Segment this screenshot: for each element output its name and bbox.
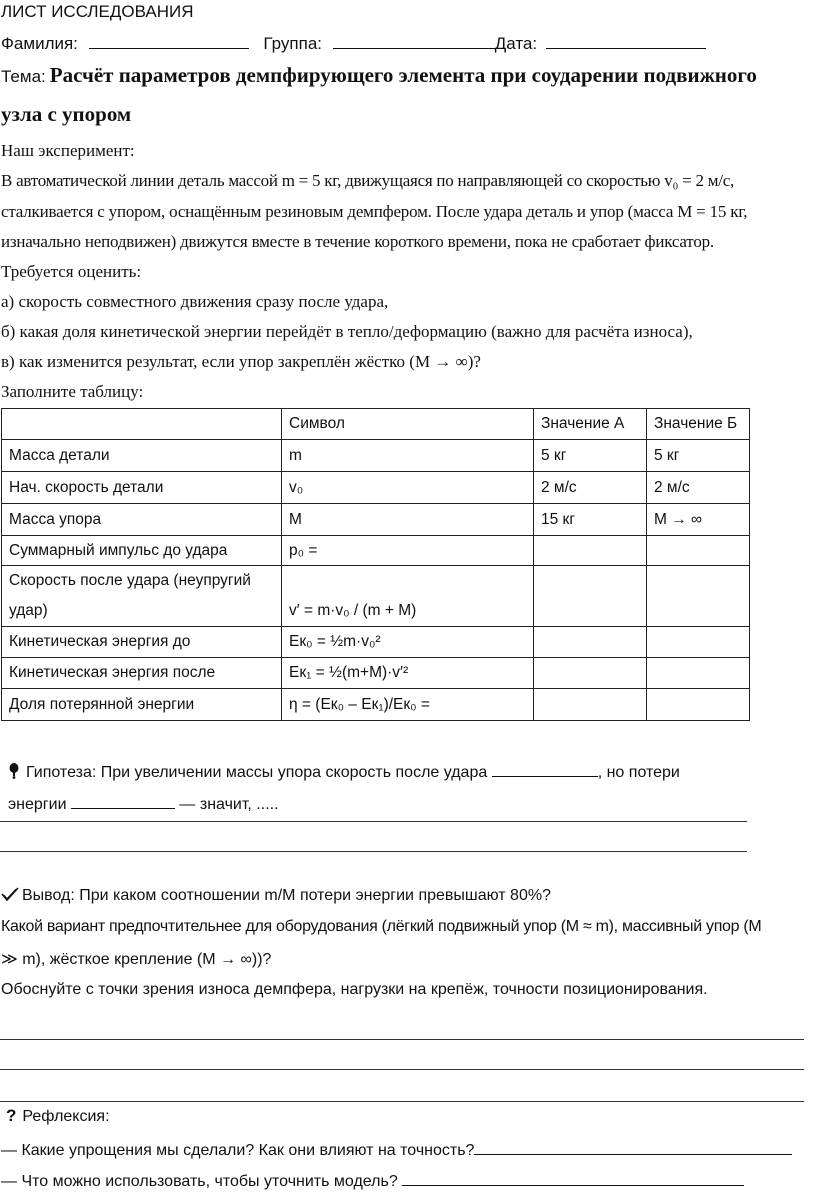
row-value-b[interactable]: [647, 627, 750, 658]
experiment-p3: изначально неподвижен) движутся вместе в течение короткого времени, пока не сработает фиксатор.: [1, 232, 714, 251]
row-value-a[interactable]: 2 м/с: [534, 472, 647, 504]
table-row: [2, 504, 750, 536]
table-row: [2, 658, 750, 689]
reflection-q2-text: — Что можно использовать, чтобы уточнить модель?: [1, 1173, 398, 1190]
conclusion-text-2: Какой вариант предпочтительнее для оборудования (лёгкий подвижный упор (M ≈ m), массивный упор (M: [1, 918, 762, 935]
row-value-a[interactable]: 15 кг: [534, 504, 647, 536]
answer-line[interactable]: [0, 1039, 804, 1040]
group-field[interactable]: [333, 32, 495, 49]
conclusion-text-3: ≫ m), жёсткое крепление (M → ∞))?: [1, 951, 272, 968]
experiment-p2: сталкивается с упором, оснащённым резиновым демпфером. После удара деталь и упор (масса M = 15 кг,: [1, 202, 748, 221]
row-name-line-1: Скорость после удара (неупругий: [9, 572, 251, 589]
date-field[interactable]: [546, 32, 706, 49]
answer-line[interactable]: [0, 1069, 804, 1070]
table-header-cell: [2, 409, 282, 440]
row-name: Масса упора: [2, 504, 282, 536]
check-icon: [1, 886, 19, 902]
table-row: [2, 472, 750, 504]
topic-label: Тема:: [1, 67, 46, 86]
page-title: ЛИСТ ИССЛЕДОВАНИЯ: [1, 2, 194, 21]
table-row: [2, 440, 750, 472]
hypothesis-text-2: , но потери: [597, 764, 680, 781]
fill-table-instruction: Заполните таблицу:: [1, 382, 144, 401]
row-name: Кинетическая энергия до: [2, 627, 282, 658]
surname-label: Фамилия:: [1, 34, 78, 53]
surname-field[interactable]: [89, 32, 249, 49]
row-symbol: m: [282, 440, 534, 472]
hypothesis-text-3: энергии: [8, 796, 67, 813]
row-symbol: v′ = m·v₀ / (m + M): [282, 566, 534, 627]
row-name: [2, 566, 282, 627]
table-row: [2, 536, 750, 566]
answer-line[interactable]: [0, 851, 747, 852]
answer-line[interactable]: [0, 821, 747, 822]
topic-text-2: узла с упором: [1, 102, 132, 126]
conclusion-line-1: [1, 886, 551, 905]
row-value-b[interactable]: [647, 566, 750, 627]
row-symbol: v₀: [282, 472, 534, 504]
conclusion-text-1: Вывод: При каком соотношении m/M потери энергии превышают 80%?: [22, 887, 551, 904]
experiment-p1: В автоматической линии деталь массой m = 5 кг, движущаяся по направляющей со скоростью v₀ = 2 м/с,: [1, 171, 735, 190]
table-row: [2, 627, 750, 658]
row-value-a[interactable]: [534, 566, 647, 627]
data-table: [1, 408, 750, 721]
row-value-a[interactable]: 5 кг: [534, 440, 647, 472]
row-value-a[interactable]: [534, 627, 647, 658]
table-header-cell: Символ: [282, 409, 534, 440]
group-label: Группа:: [263, 34, 322, 53]
row-value-b[interactable]: 5 кг: [647, 440, 750, 472]
row-name: Суммарный импульс до удара: [2, 536, 282, 566]
table-header-cell: Значение Б: [647, 409, 750, 440]
row-name-line-2: удар): [9, 602, 48, 619]
reflection-q2-blank[interactable]: [402, 1169, 744, 1186]
row-symbol: η = (Eк₀ – Eк₁)/Eк₀ =: [282, 689, 534, 721]
header-fields: [1, 32, 706, 54]
reflection-heading: Рефлексия:: [22, 1108, 110, 1125]
row-value-b[interactable]: 2 м/с: [647, 472, 750, 504]
topic-text-1: Расчёт параметров демпфирующего элемента при соударении подвижного: [49, 63, 757, 87]
row-value-b[interactable]: [647, 658, 750, 689]
table-row: [2, 566, 750, 627]
reflection-q1-blank[interactable]: [474, 1138, 792, 1155]
row-value-a[interactable]: [534, 658, 647, 689]
task-a: а) скорость совместного движения сразу после удара,: [1, 292, 389, 311]
requirement-heading: Требуется оценить:: [1, 262, 142, 281]
hypothesis-line-1: [8, 760, 680, 782]
table-header-cell: Значение А: [534, 409, 647, 440]
reflection-heading-line: [6, 1106, 110, 1126]
row-name: Масса детали: [2, 440, 282, 472]
task-c: в) как изменится результат, если упор закреплён жёстко (M → ∞)?: [1, 352, 481, 371]
task-b: б) какая доля кинетической энергии перейдёт в тепло/деформацию (важно для расчёта износа),: [1, 322, 693, 341]
hypothesis-text-4: — значит, .....: [179, 796, 279, 813]
row-value-a[interactable]: [534, 536, 647, 566]
reflection-q1-text: — Какие упрощения мы сделали? Как они влияют на точность?: [1, 1142, 475, 1159]
row-value-a[interactable]: [534, 689, 647, 721]
experiment-heading: Наш эксперимент:: [1, 141, 135, 160]
conclusion-text-4: Обоснуйте с точки зрения износа демпфера, нагрузки на крепёж, точности позиционирования.: [1, 981, 708, 998]
row-symbol: Eк₀ = ½m·v₀²: [282, 627, 534, 658]
row-symbol: Eк₁ = ½(m+M)·v′²: [282, 658, 534, 689]
hypothesis-blank-2[interactable]: [71, 792, 175, 809]
row-name: Нач. скорость детали: [2, 472, 282, 504]
hypothesis-text-1: Гипотеза: При увеличении массы упора скорость после удара: [26, 764, 488, 781]
hypothesis-line-2: [8, 792, 279, 814]
row-value-b[interactable]: [647, 536, 750, 566]
pushpin-icon: [8, 763, 20, 779]
hypothesis-blank-1[interactable]: [492, 760, 598, 777]
topic-line-1: [1, 63, 757, 88]
row-name: Кинетическая энергия после: [2, 658, 282, 689]
reflection-q2: [1, 1169, 744, 1191]
row-symbol: M: [282, 504, 534, 536]
row-symbol: p₀ =: [282, 536, 534, 566]
table-header-row: [2, 409, 750, 440]
table-row: [2, 689, 750, 721]
answer-line[interactable]: [0, 1101, 804, 1102]
row-value-b[interactable]: [647, 689, 750, 721]
row-name: Доля потерянной энергии: [2, 689, 282, 721]
date-label: Дата:: [494, 34, 538, 53]
row-value-b[interactable]: M → ∞: [647, 504, 750, 536]
question-mark-icon: ?: [6, 1106, 17, 1125]
reflection-q1: [1, 1138, 792, 1160]
